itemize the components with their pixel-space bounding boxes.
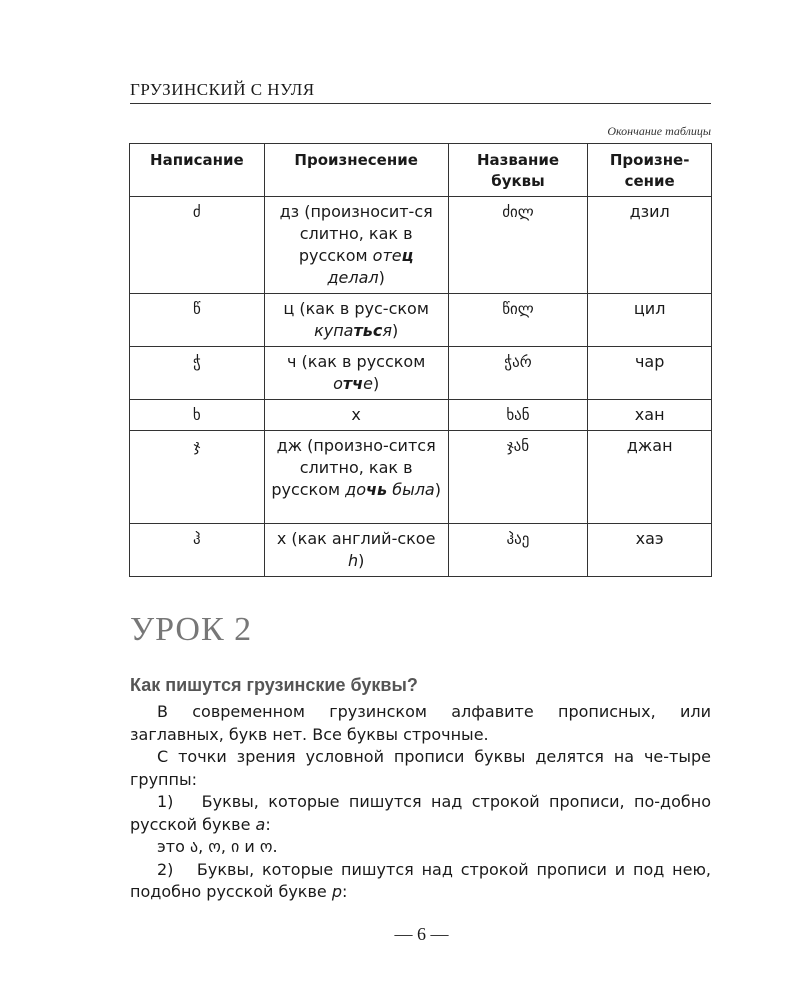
pron-italic: я	[382, 321, 392, 340]
letter-cell: ჭ	[130, 347, 265, 400]
header-letter-name: Название буквы	[448, 144, 588, 197]
table-row	[130, 400, 712, 431]
pron-text: ц (как в рус-ском	[283, 299, 429, 318]
pron-bold: ц	[401, 246, 414, 265]
letter-cell: წ	[130, 294, 265, 347]
letter-cell: ხ	[130, 400, 265, 431]
table-row	[130, 431, 712, 524]
pron-bold: тч	[342, 374, 364, 393]
body-text	[130, 701, 711, 904]
header-pronunciation: Произнесение	[264, 144, 448, 197]
name-pronunciation-cell: цил	[588, 294, 712, 347]
table-row	[130, 294, 712, 347]
list-item-text: 2) Буквы, которые пишутся над строкой прописи и под нею, подобно русской букве	[130, 859, 711, 901]
pronunciation-cell	[264, 431, 448, 524]
pron-italic: была	[387, 480, 435, 499]
pron-text: дз (произносит-ся слитно, как в русском	[279, 202, 433, 265]
letter-cell: ჯ	[130, 431, 265, 524]
table-row	[130, 197, 712, 294]
letter-name-cell: ძილ	[448, 197, 588, 294]
example-letter: а	[255, 814, 266, 834]
letter-name-cell: ხან	[448, 400, 588, 431]
paragraph: это ა, ო, ი и ო.	[157, 837, 278, 856]
name-pronunciation-cell: хаэ	[588, 524, 712, 577]
page-number: — 6 —	[394, 924, 449, 944]
letter-name-cell: ჯან	[448, 431, 588, 524]
running-head: ГРУЗИНСКИЙ С НУЛЯ	[130, 80, 711, 104]
pron-italic: е	[363, 374, 373, 393]
pronunciation-cell	[264, 197, 448, 294]
list-item-text: 1) Буквы, которые пишутся над строкой прописи, по-добно русской букве	[130, 792, 711, 834]
paragraph: С точки зрения условной прописи буквы делятся на че-тыре группы:	[130, 747, 711, 789]
list-item	[130, 859, 711, 904]
pronunciation-cell	[264, 294, 448, 347]
table-caption: Окончание таблицы	[607, 124, 711, 138]
letter-cell: ძ	[130, 197, 265, 294]
pronunciation-cell	[264, 400, 448, 431]
letter-name-cell: წილ	[448, 294, 588, 347]
table-row	[130, 347, 712, 400]
pron-bold: чь	[366, 480, 388, 499]
name-pronunciation-cell: хан	[588, 400, 712, 431]
alphabet-table	[129, 143, 712, 577]
list-item-text: :	[265, 814, 271, 834]
name-pronunciation-cell: джан	[588, 431, 712, 524]
header-name-pronunciation: Произне-сение	[588, 144, 712, 197]
pron-text: )	[434, 480, 441, 499]
pron-italic: оте	[372, 246, 402, 265]
lesson-title: УРОК 2	[130, 611, 253, 648]
pron-text: дж (произно-сится слитно, как в русском	[271, 436, 436, 499]
pron-bold: тьс	[353, 321, 383, 340]
pron-italic: h	[347, 551, 359, 570]
list-item	[130, 791, 711, 836]
pron-text: )	[378, 268, 385, 287]
example-letter: р	[331, 882, 342, 901]
pron-italic: делал	[327, 268, 379, 287]
letter-cell: ჰ	[130, 524, 265, 577]
pron-text: )	[391, 321, 399, 340]
paragraph: В современном грузинском алфавите прописных, или заглавных, букв нет. Все буквы строчные.	[130, 702, 711, 744]
pron-italic: о	[333, 374, 343, 393]
pron-text: )	[372, 374, 380, 393]
pronunciation-cell	[264, 347, 448, 400]
table-row	[130, 524, 712, 577]
table-header-row	[130, 144, 712, 197]
name-pronunciation-cell: дзил	[588, 197, 712, 294]
header-writing: Написание	[130, 144, 265, 197]
pron-italic: до	[345, 480, 366, 499]
letter-name-cell: ჭარ	[448, 347, 588, 400]
pron-italic: купа	[314, 321, 354, 340]
name-pronunciation-cell: чар	[588, 347, 712, 400]
list-item-text: :	[341, 882, 348, 901]
pron-text: х (как англий-ское	[276, 529, 436, 548]
section-heading: Как пишутся грузинские буквы?	[130, 675, 418, 695]
pron-text: ч (как в русском	[287, 352, 426, 371]
pron-text: х	[351, 405, 361, 424]
letter-name-cell: ჰაე	[448, 524, 588, 577]
pron-text: )	[358, 551, 365, 570]
pronunciation-cell	[264, 524, 448, 577]
